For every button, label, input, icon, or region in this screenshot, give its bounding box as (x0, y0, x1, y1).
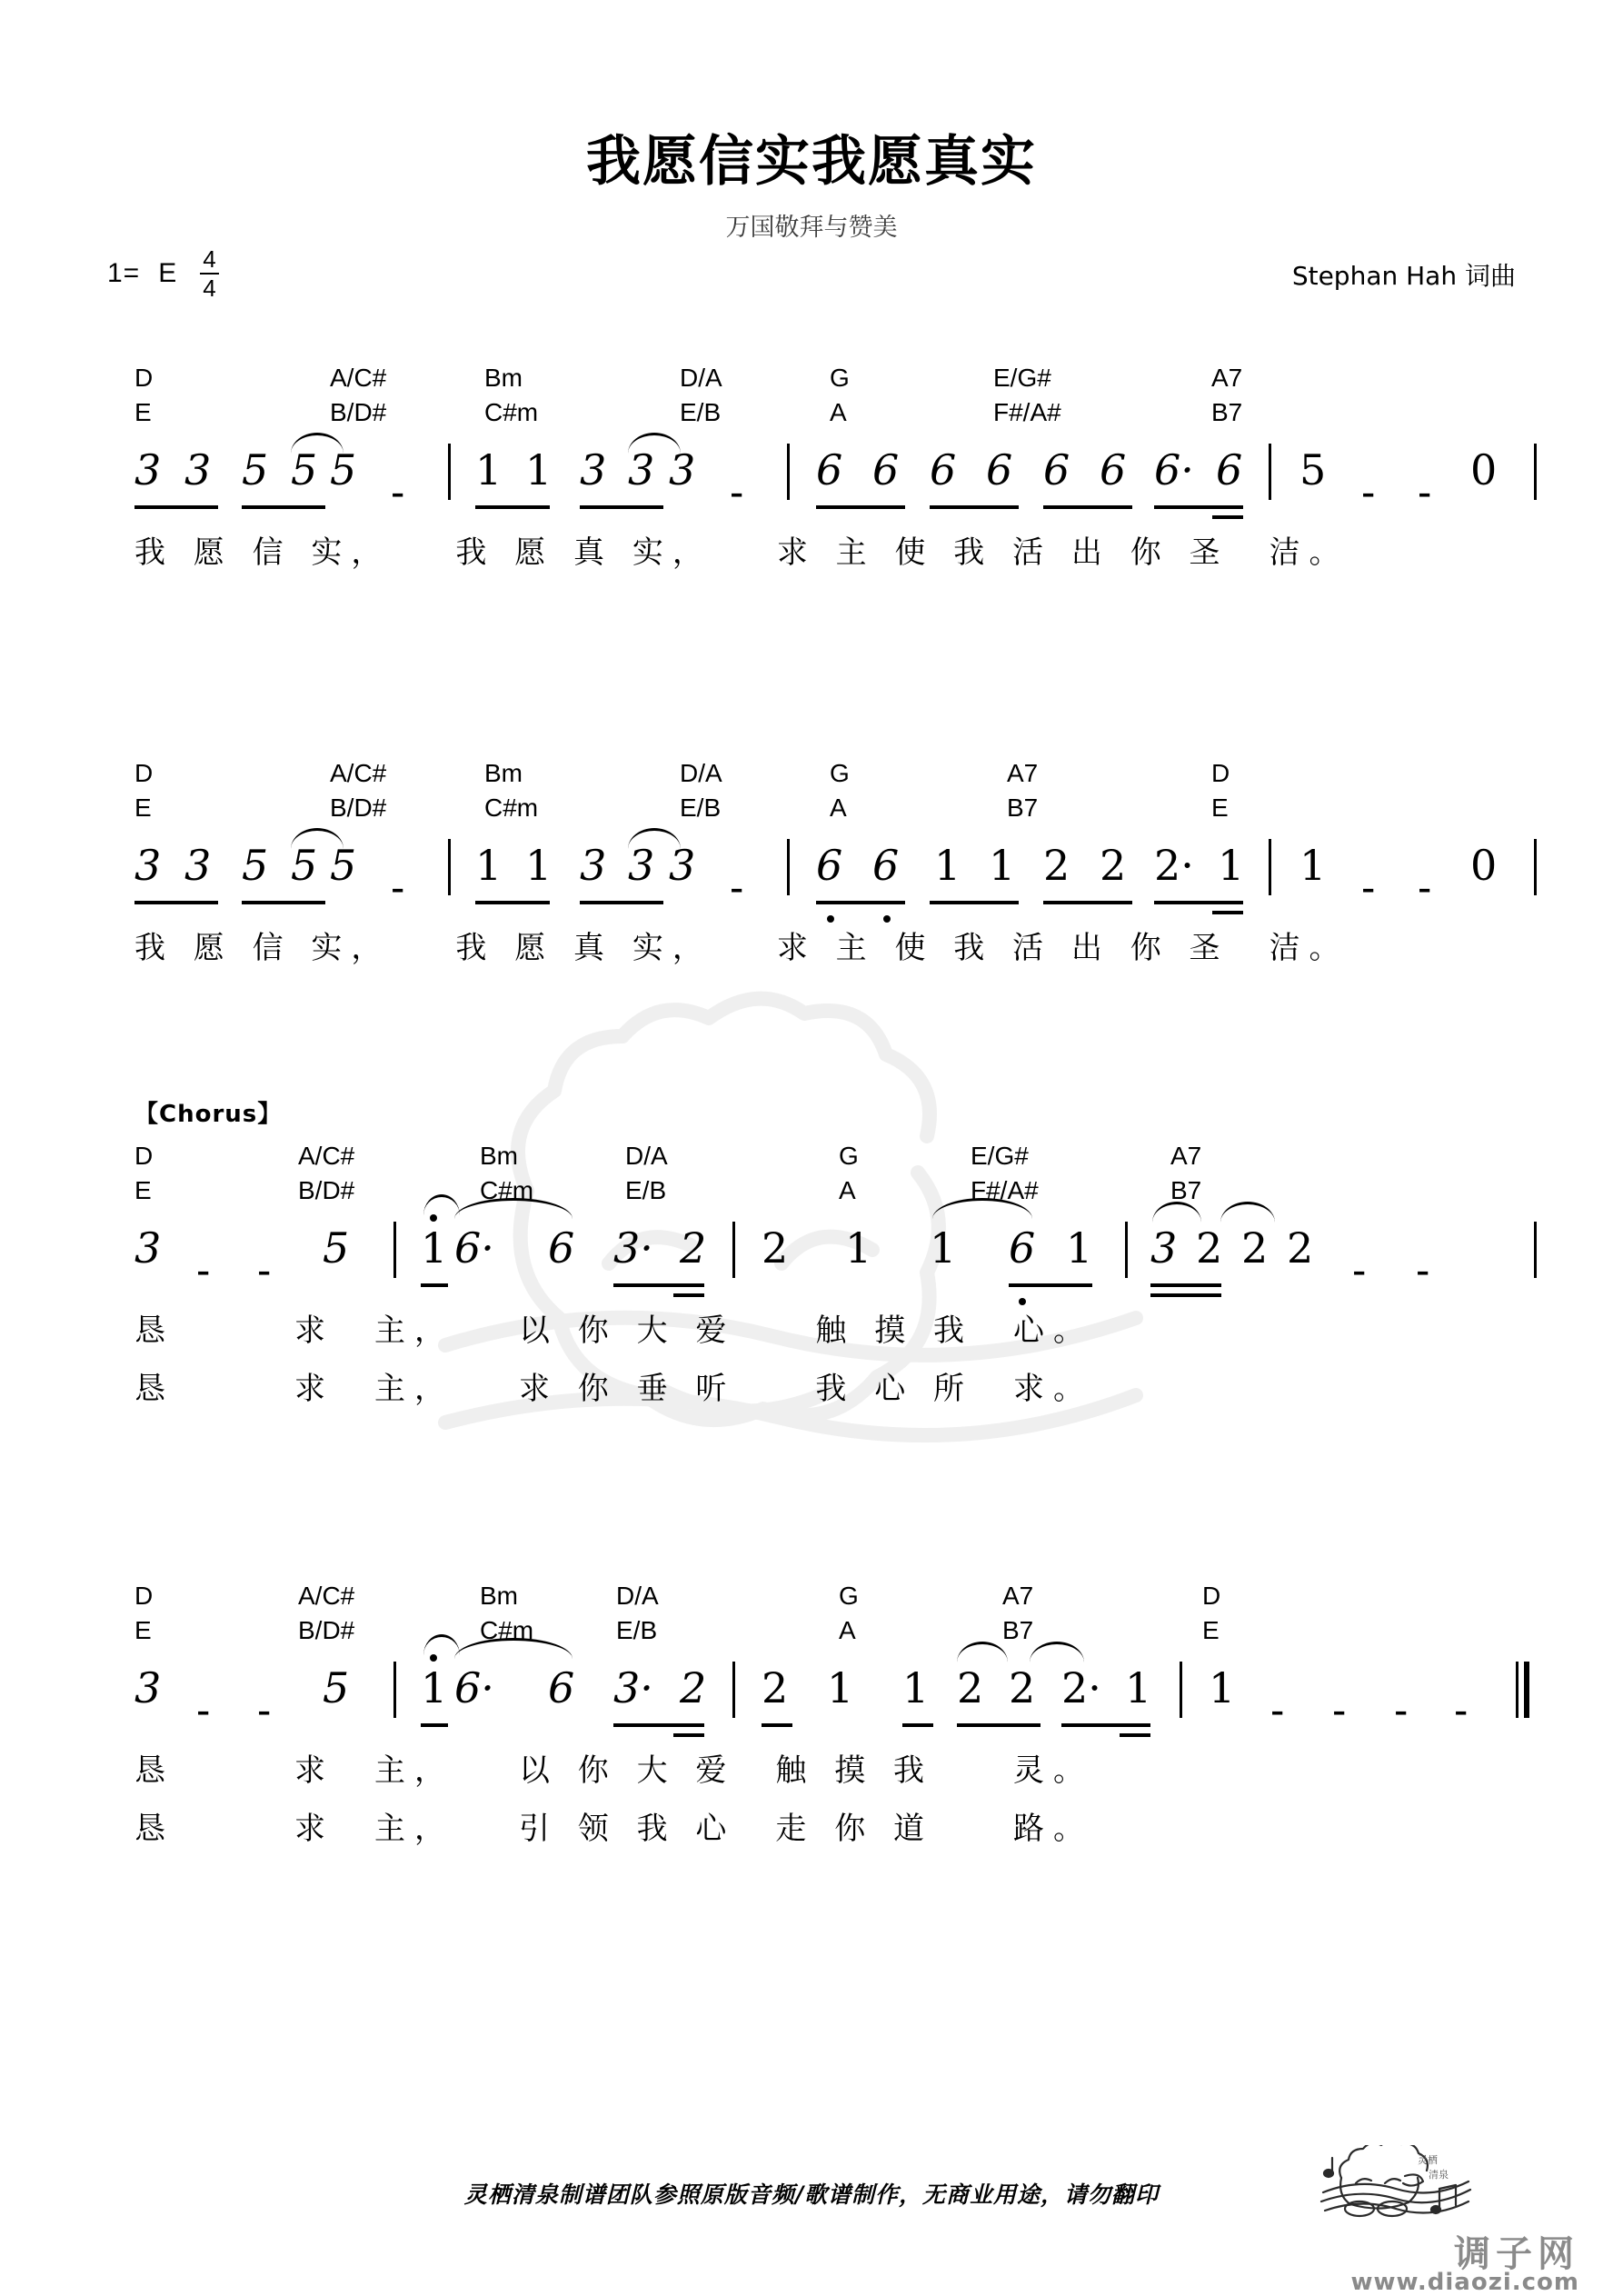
beam (957, 1723, 1041, 1727)
music-system-1 (134, 364, 1498, 580)
beam (1061, 1723, 1150, 1727)
chord: Bm (484, 759, 523, 787)
chord: D/A (616, 1582, 659, 1610)
barline (393, 1222, 396, 1278)
note: 5 (291, 445, 318, 494)
note-extender: - (1418, 863, 1432, 911)
note-extender: - (257, 1686, 272, 1733)
chord-row-bottom-3 (134, 1176, 1498, 1213)
page-title: 我愿信实我愿真实 (586, 130, 1037, 194)
note: 5 (1299, 445, 1327, 494)
music-system-4 (134, 1582, 1498, 1856)
notation-row-4 (134, 1662, 1498, 1740)
note: 1 (902, 1663, 930, 1712)
beam (902, 1723, 933, 1727)
note: 2· (1061, 1663, 1101, 1712)
chord: E/G# (993, 364, 1051, 392)
page-subtitle: 万国敬拜与赞美 (725, 214, 898, 242)
note: 6 (816, 841, 843, 890)
note: 1 (1209, 1663, 1236, 1712)
note: 3 (669, 445, 696, 494)
section-label-chorus: 【Chorus】 (134, 1101, 283, 1128)
chord: A7 (1002, 1582, 1034, 1610)
octave-dot-high (430, 1654, 437, 1662)
note: 6 (930, 445, 957, 494)
note-extender: - (730, 863, 744, 911)
beam (1043, 901, 1132, 904)
note: 6 (1100, 445, 1127, 494)
svg-text:灵栖: 灵栖 (1418, 2154, 1438, 2166)
note: 1 (525, 445, 553, 494)
note: 5 (323, 1663, 350, 1712)
note: 2 (1009, 1663, 1036, 1712)
note: 1 (421, 1663, 448, 1712)
lyric-row-4a (134, 1745, 1498, 1798)
slur (628, 828, 681, 849)
chord-row-top-3 (134, 1142, 1498, 1176)
chord: E/B (616, 1616, 658, 1644)
time-denominator: 4 (200, 273, 218, 300)
chord-row-bottom-4 (134, 1616, 1498, 1652)
note: 6 (1009, 1223, 1036, 1273)
note: 3 (134, 1663, 162, 1712)
note: 6· (1154, 445, 1194, 494)
chord: B/D# (330, 794, 387, 822)
note: 6 (548, 1663, 575, 1712)
lyric-row-3b (134, 1363, 1498, 1416)
chord: D (1202, 1582, 1221, 1610)
chord: C#m (480, 1176, 534, 1204)
chord: A (830, 398, 847, 426)
key-value: E (158, 258, 177, 288)
note: 6 (1043, 445, 1070, 494)
chord-row-top-4 (134, 1582, 1498, 1616)
note: 1 (1299, 841, 1327, 890)
chord: F#/A# (993, 398, 1061, 426)
barline (1269, 839, 1271, 895)
chord: B/D# (298, 1616, 355, 1644)
note-extender: - (1270, 1686, 1285, 1733)
chord: A7 (1211, 364, 1243, 392)
barline (732, 1662, 735, 1718)
note: 1 (930, 1223, 957, 1273)
slur (628, 433, 681, 454)
note: 3· (613, 1663, 653, 1712)
note: 2 (762, 1223, 789, 1273)
beam (580, 505, 663, 509)
chord: B7 (1211, 398, 1243, 426)
chord: E/G# (971, 1142, 1029, 1170)
note: 0 (1470, 445, 1498, 494)
chord: E/B (625, 1176, 667, 1204)
note-extender: - (257, 1246, 272, 1293)
chord: E (134, 1176, 152, 1204)
beam-secondary (673, 1293, 704, 1297)
note: 2 (1100, 841, 1127, 890)
beam (475, 901, 550, 904)
note: 1 (845, 1223, 872, 1273)
barline (448, 839, 451, 895)
note: 6 (816, 445, 843, 494)
chord-row-bottom-1 (134, 398, 1498, 434)
brand-name: 调子网 (1454, 2233, 1579, 2275)
note: 6 (872, 445, 900, 494)
note: 2· (1154, 841, 1194, 890)
barline (448, 444, 451, 500)
chord: B7 (1170, 1176, 1202, 1204)
barline (787, 444, 790, 500)
lyric-line: 恳 求 主， 以 你 大 爱 触 摸 我 灵。 (134, 1752, 1094, 1789)
time-signature (200, 247, 218, 300)
note-extender: - (1454, 1686, 1469, 1733)
lyric-line: 我 愿 信 实， 我 愿 真 实， 求 主 使 我 活 出 你 圣 洁。 (134, 534, 1349, 571)
notation-row-1 (134, 444, 1498, 522)
note-extender: - (1361, 863, 1376, 911)
beam-secondary (1120, 1733, 1150, 1737)
music-system-3 (134, 1095, 1498, 1416)
beam (1150, 1283, 1221, 1287)
beam (580, 901, 663, 904)
chord: A/C# (330, 364, 387, 392)
chord: C#m (480, 1616, 534, 1644)
chord-row-top-1 (134, 364, 1498, 398)
chord: E (134, 1616, 152, 1644)
note: 5 (330, 445, 357, 494)
chord: A (839, 1616, 856, 1644)
octave-dot-low (1019, 1298, 1026, 1305)
beam (1154, 901, 1243, 904)
beam (762, 1723, 792, 1727)
note-extender: - (1361, 468, 1376, 515)
note: 3 (628, 841, 655, 890)
chord: B/D# (298, 1176, 355, 1204)
beam (421, 1723, 448, 1727)
chord: G (830, 759, 850, 787)
chord: D/A (625, 1142, 668, 1170)
chord: D (134, 364, 154, 392)
note: 5 (330, 841, 357, 890)
beam (242, 505, 325, 509)
chord: E/B (680, 794, 722, 822)
note: 1 (827, 1663, 854, 1712)
chord: A (830, 794, 847, 822)
note: 3 (1150, 1223, 1178, 1273)
octave-dot-high (430, 1214, 437, 1222)
barline (1534, 1222, 1537, 1278)
brand-block (1278, 2145, 1587, 2296)
chord: G (839, 1582, 859, 1610)
chord: Bm (484, 364, 523, 392)
octave-dot-low (883, 915, 891, 923)
note: 1 (934, 841, 961, 890)
note: 3 (134, 1223, 162, 1273)
chord: E (1202, 1616, 1220, 1644)
note: 5 (323, 1223, 350, 1273)
beam (1154, 505, 1243, 509)
barline (1534, 444, 1537, 500)
chord-row-top-2 (134, 759, 1498, 794)
beam (134, 505, 218, 509)
note-extender: - (1332, 1686, 1347, 1733)
note: 3 (134, 445, 162, 494)
slur (291, 828, 344, 849)
barline (1269, 444, 1271, 500)
chord: G (830, 364, 850, 392)
key-signature (107, 247, 219, 300)
note: 2 (1196, 1223, 1223, 1273)
sheep-logo-icon (1305, 2145, 1487, 2227)
beam (930, 505, 1019, 509)
beam (421, 1283, 448, 1287)
chord: A (839, 1176, 856, 1204)
note: 2 (1241, 1223, 1269, 1273)
note-extender: - (391, 468, 405, 515)
chord: G (839, 1142, 859, 1170)
note: 3 (184, 841, 212, 890)
chord: B7 (1007, 794, 1039, 822)
note: 1 (989, 841, 1016, 890)
note-extender: - (196, 1246, 211, 1293)
barline (787, 839, 790, 895)
chord-row-bottom-2 (134, 794, 1498, 830)
note-extender: - (1352, 1246, 1367, 1293)
note: 2 (680, 1663, 707, 1712)
beam (613, 1723, 704, 1727)
chord: D (134, 1582, 154, 1610)
slur (291, 433, 344, 454)
note: 1 (475, 445, 503, 494)
lyric-line: 恳 求 主， 以 你 大 爱 触 摸 我 心。 (134, 1313, 1094, 1349)
note: 1 (475, 841, 503, 890)
note: 2 (957, 1663, 984, 1712)
beam (613, 1283, 704, 1287)
note: 1 (525, 841, 553, 890)
barline (1180, 1662, 1182, 1718)
note: 1 (1125, 1663, 1152, 1712)
chord: E (1211, 794, 1229, 822)
time-numerator: 4 (203, 245, 216, 273)
beam (816, 505, 905, 509)
notation-row-2 (134, 839, 1498, 917)
chord: D (134, 1142, 154, 1170)
chord: Bm (480, 1582, 518, 1610)
beam (475, 505, 550, 509)
beam (134, 901, 218, 904)
barline (1125, 1222, 1128, 1278)
note: 2 (1287, 1223, 1314, 1273)
note: 3 (669, 841, 696, 890)
chord: A7 (1007, 759, 1039, 787)
octave-dot-low (827, 915, 834, 923)
lyric-row-1 (134, 527, 1498, 580)
note-extender: - (196, 1686, 211, 1733)
lyric-row-4b (134, 1803, 1498, 1856)
chord: Bm (480, 1142, 518, 1170)
note-extender: - (1418, 468, 1432, 515)
composer-credit: Stephan Hah 词曲 (1291, 261, 1516, 291)
chord: D/A (680, 364, 722, 392)
lyric-row-3a (134, 1305, 1498, 1358)
note-extender: - (391, 863, 405, 911)
svg-text:清泉: 清泉 (1429, 2169, 1449, 2181)
chord: D/A (680, 759, 722, 787)
chord: B/D# (330, 398, 387, 426)
chord: A/C# (330, 759, 387, 787)
chord: D (134, 759, 154, 787)
note: 0 (1470, 841, 1498, 890)
note-extender: - (1416, 1246, 1430, 1293)
lyric-line: 我 愿 信 实， 我 愿 真 实， 求 主 使 我 活 出 你 圣 洁。 (134, 930, 1349, 966)
beam (930, 901, 1019, 904)
note: 2 (680, 1223, 707, 1273)
beam-secondary (1212, 515, 1243, 519)
beam (816, 901, 905, 904)
chord: A/C# (298, 1142, 355, 1170)
barline (732, 1222, 735, 1278)
chord: E (134, 398, 152, 426)
barline (393, 1662, 396, 1718)
note: 2 (762, 1663, 789, 1712)
note: 1 (421, 1223, 448, 1273)
chord: F#/A# (971, 1176, 1039, 1204)
note: 1 (1218, 841, 1245, 890)
beam-secondary (673, 1733, 704, 1737)
note: 5 (291, 841, 318, 890)
note: 5 (242, 445, 269, 494)
note-extender: - (730, 468, 744, 515)
note: 3 (134, 841, 162, 890)
chord: A/C# (298, 1582, 355, 1610)
beam (242, 901, 325, 904)
chord: A7 (1170, 1142, 1202, 1170)
note: 2 (1043, 841, 1070, 890)
lyric-row-2 (134, 923, 1498, 975)
lyric-line: 恳 求 主， 求 你 垂 听 我 心 所 求。 (134, 1371, 1094, 1407)
music-system-2 (134, 759, 1498, 975)
notation-row-3 (134, 1222, 1498, 1300)
lyric-line: 恳 求 主， 引 领 我 心 走 你 道 路。 (134, 1811, 1094, 1847)
note: 6· (454, 1663, 494, 1712)
note: 1 (1066, 1223, 1093, 1273)
note: 5 (242, 841, 269, 890)
note: 6 (986, 445, 1013, 494)
chord: E (134, 794, 152, 822)
chord: C#m (484, 794, 539, 822)
note: 6 (1216, 445, 1243, 494)
note: 3· (613, 1223, 653, 1273)
brand-url[interactable]: www.diaozi.com (1350, 2269, 1579, 2296)
copyright-note: 灵栖清泉制谱团队参照原版音频/歌谱制作，无商业用途，请勿翻印 (463, 2181, 1160, 2208)
chord: B7 (1002, 1616, 1034, 1644)
note: 3 (580, 841, 607, 890)
chord: D (1211, 759, 1230, 787)
chord: E/B (680, 398, 722, 426)
key-prefix: 1= (107, 258, 141, 288)
note: 6 (872, 841, 900, 890)
beam-secondary (1150, 1293, 1221, 1297)
beam (1043, 505, 1132, 509)
beam-secondary (1212, 911, 1243, 914)
note: 3 (184, 445, 212, 494)
note-extender: - (1394, 1686, 1409, 1733)
note: 6· (454, 1223, 494, 1273)
beam (1009, 1283, 1092, 1287)
note: 3 (628, 445, 655, 494)
barline (1534, 839, 1537, 895)
chord: C#m (484, 398, 539, 426)
note: 3 (580, 445, 607, 494)
note: 6 (548, 1223, 575, 1273)
